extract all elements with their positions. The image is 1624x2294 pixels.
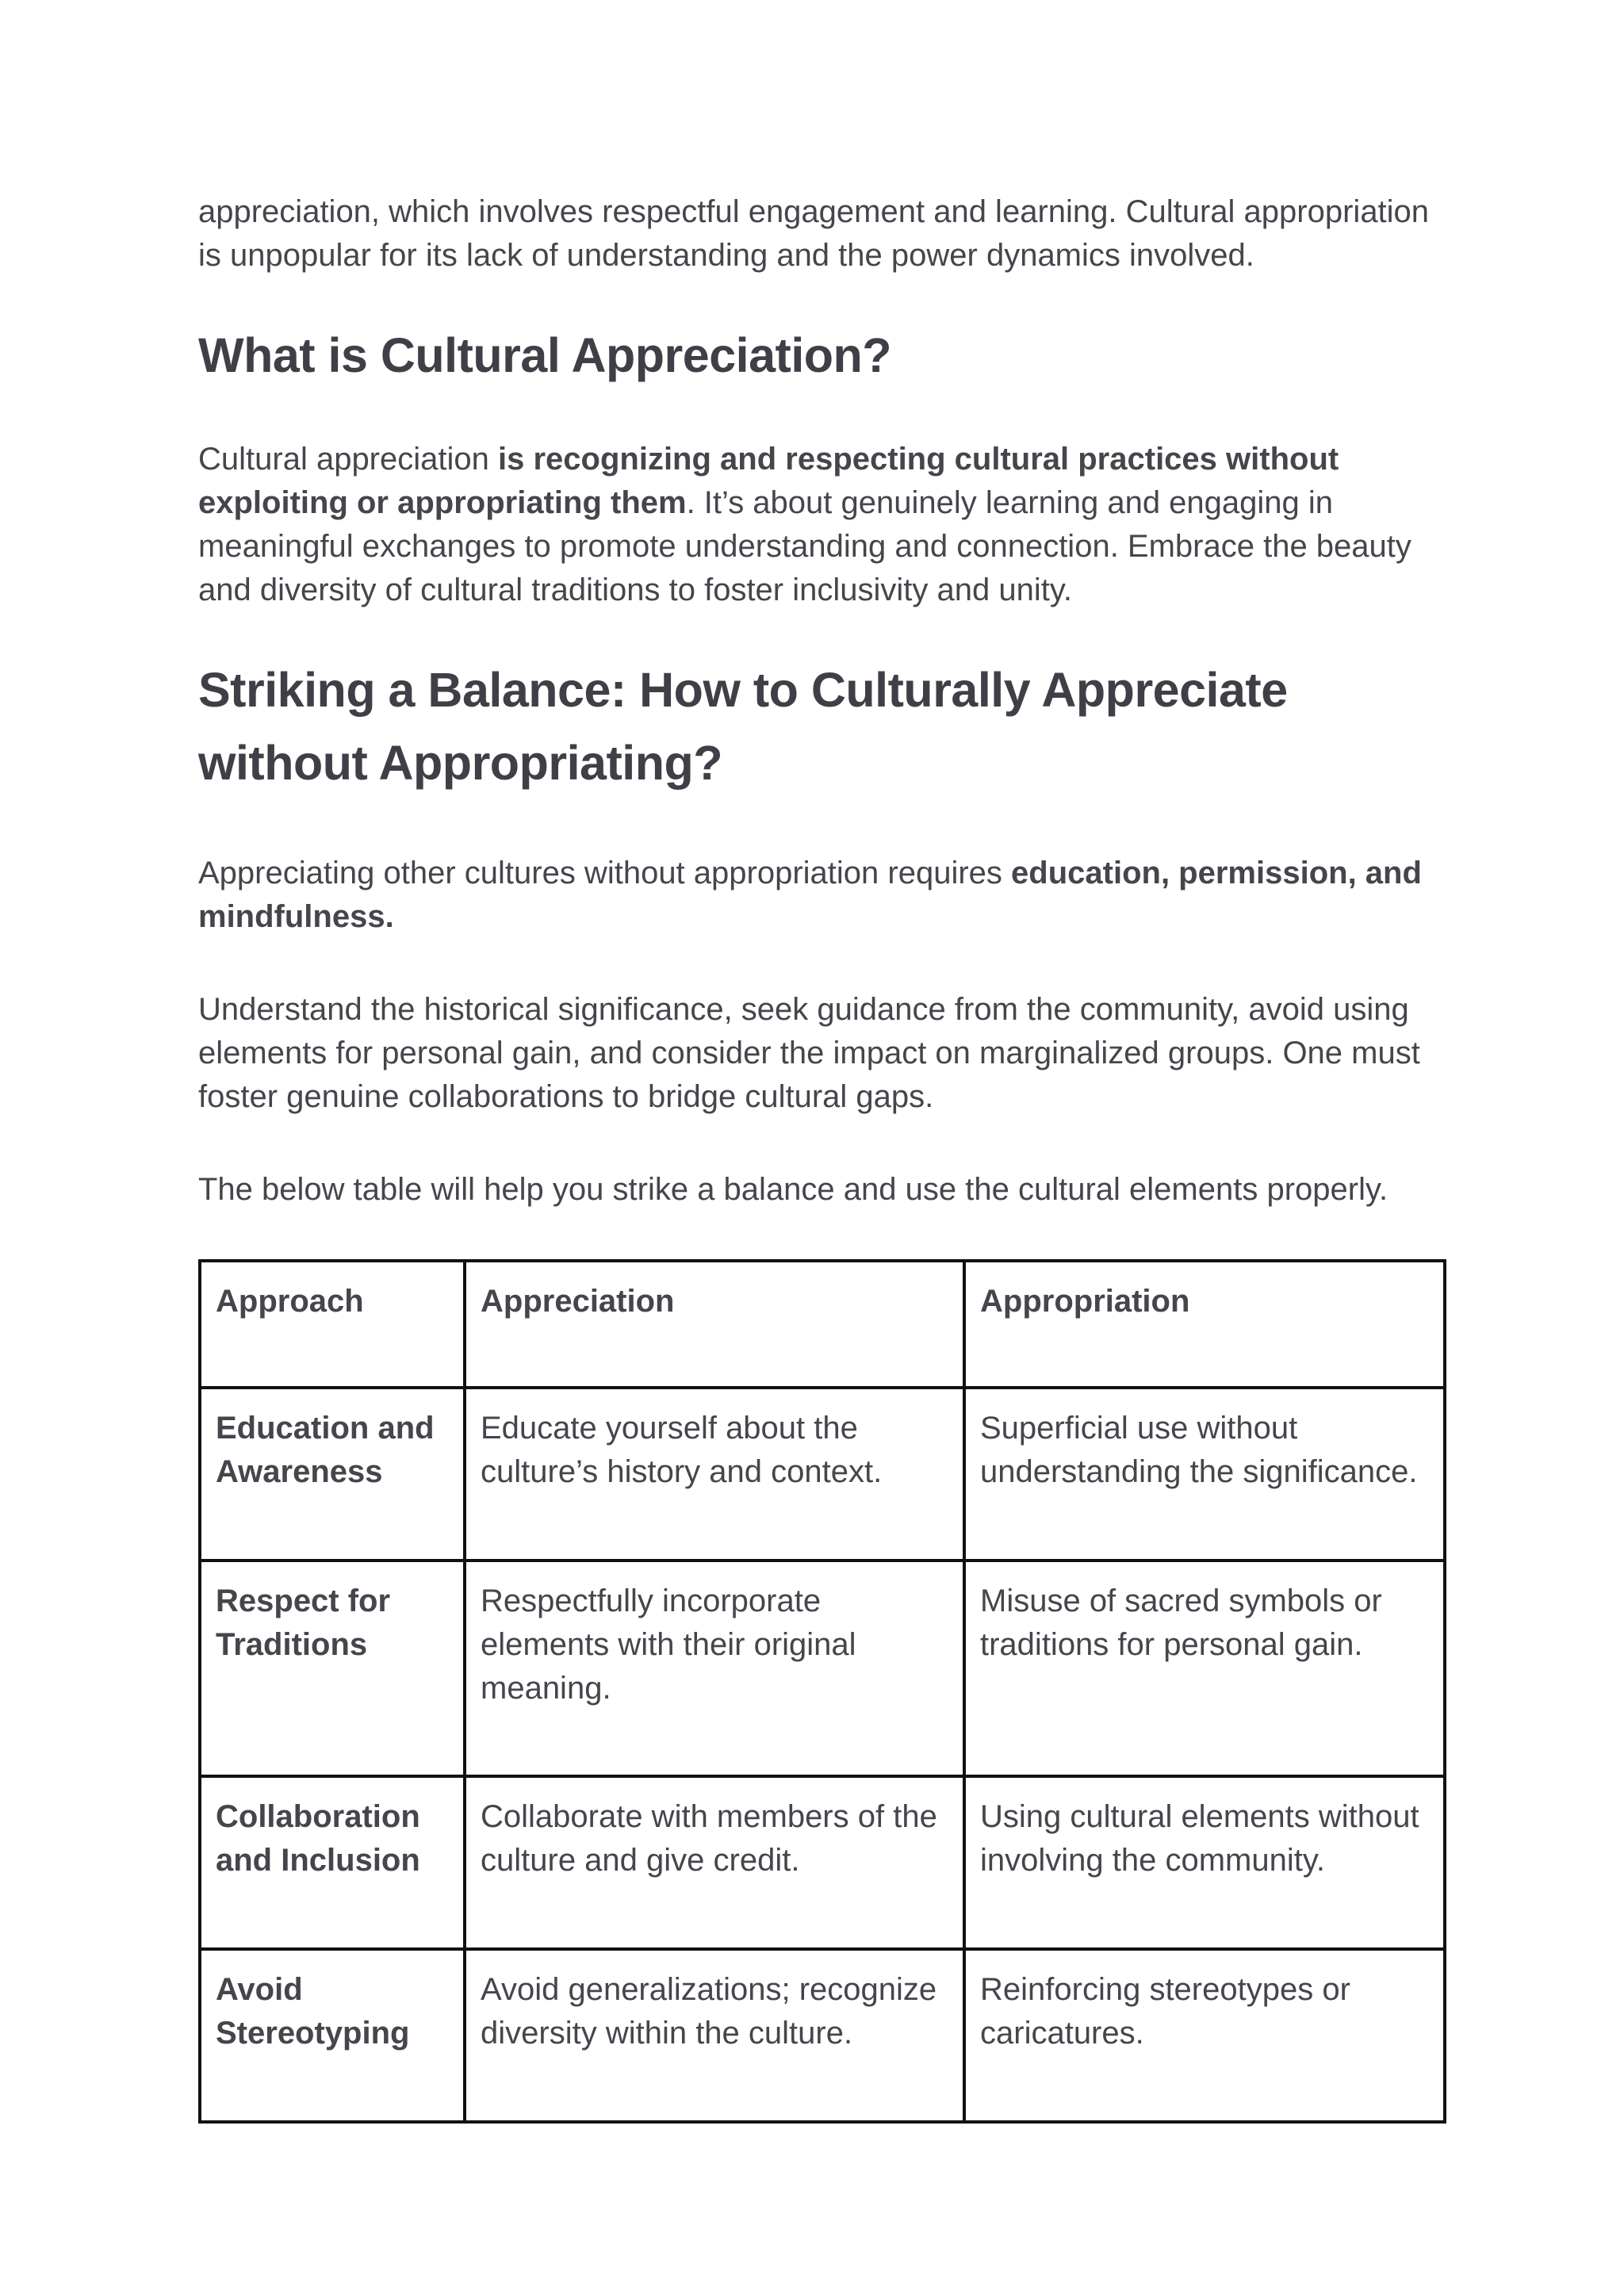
- row-approach-cell: Education and Awareness: [200, 1388, 465, 1561]
- row-approach-cell: Respect for Traditions: [200, 1561, 465, 1776]
- row-appropriation-cell: Superficial use without understanding the significance.: [964, 1388, 1445, 1561]
- requires-paragraph: [198, 852, 1443, 939]
- row-appropriation-cell: Misuse of sacred symbols or traditions for personal gain.: [964, 1561, 1445, 1776]
- requires-lead-text: Appreciating other cultures without appropriation requires: [198, 856, 1012, 890]
- heading-striking-balance: Striking a Balance: How to Culturally Appreciate without Appropriating?: [198, 663, 1288, 790]
- comparison-table: [198, 1259, 1446, 2124]
- table-row: [200, 1776, 1445, 1949]
- appreciation-paragraph: [198, 438, 1443, 612]
- header-appreciation: Appreciation: [465, 1261, 964, 1388]
- header-appropriation: Appropriation: [964, 1261, 1445, 1388]
- requires-bold-text: education, permission, and mindfulness.: [198, 856, 1422, 934]
- appreciation-bold-text: is recognizing and respecting cultural practices without exploiting or appropriating them: [198, 442, 1339, 520]
- table-intro-paragraph: The below table will help you strike a balance and use the cultural elements properly.: [198, 1172, 1388, 1207]
- table-header-row: [200, 1261, 1445, 1388]
- table-row: [200, 1561, 1445, 1776]
- row-appreciation-cell: Avoid generalizations; recognize diversity within the culture.: [465, 1949, 964, 2122]
- document-page: [198, 190, 1443, 2124]
- intro-paragraph: appreciation, which involves respectful engagement and learning. Cultural appropriation is unpopular for its lack of understanding and the power dynamics involved.: [198, 194, 1430, 273]
- row-approach-cell: Avoid Stereotyping: [200, 1949, 465, 2122]
- appreciation-rest-text: . It’s about genuinely learning and engaging in meaningful exchanges to promote understanding and connection. Embrace the beauty and diversity of cultural traditions to foster inclusivity and unity.: [198, 485, 1411, 607]
- table-row: [200, 1388, 1445, 1561]
- row-appropriation-cell: Reinforcing stereotypes or caricatures.: [964, 1949, 1445, 2122]
- appreciation-lead-text: Cultural appreciation: [198, 442, 498, 477]
- row-appreciation-cell: Collaborate with members of the culture and give credit.: [465, 1776, 964, 1949]
- header-approach: Approach: [200, 1261, 465, 1388]
- table-row: [200, 1949, 1445, 2122]
- understand-paragraph: Understand the historical significance, seek guidance from the community, avoid using elements for personal gain, and consider the impact on marginalized groups. One must foster genuine collaborations to bridge cultural gaps.: [198, 992, 1420, 1114]
- row-approach-cell: Collaboration and Inclusion: [200, 1776, 465, 1949]
- row-appreciation-cell: Respectfully incorporate elements with their original meaning.: [465, 1561, 964, 1776]
- heading-cultural-appreciation: What is Cultural Appreciation?: [198, 328, 892, 382]
- row-appreciation-cell: Educate yourself about the culture’s history and context.: [465, 1388, 964, 1561]
- row-appropriation-cell: Using cultural elements without involving the community.: [964, 1776, 1445, 1949]
